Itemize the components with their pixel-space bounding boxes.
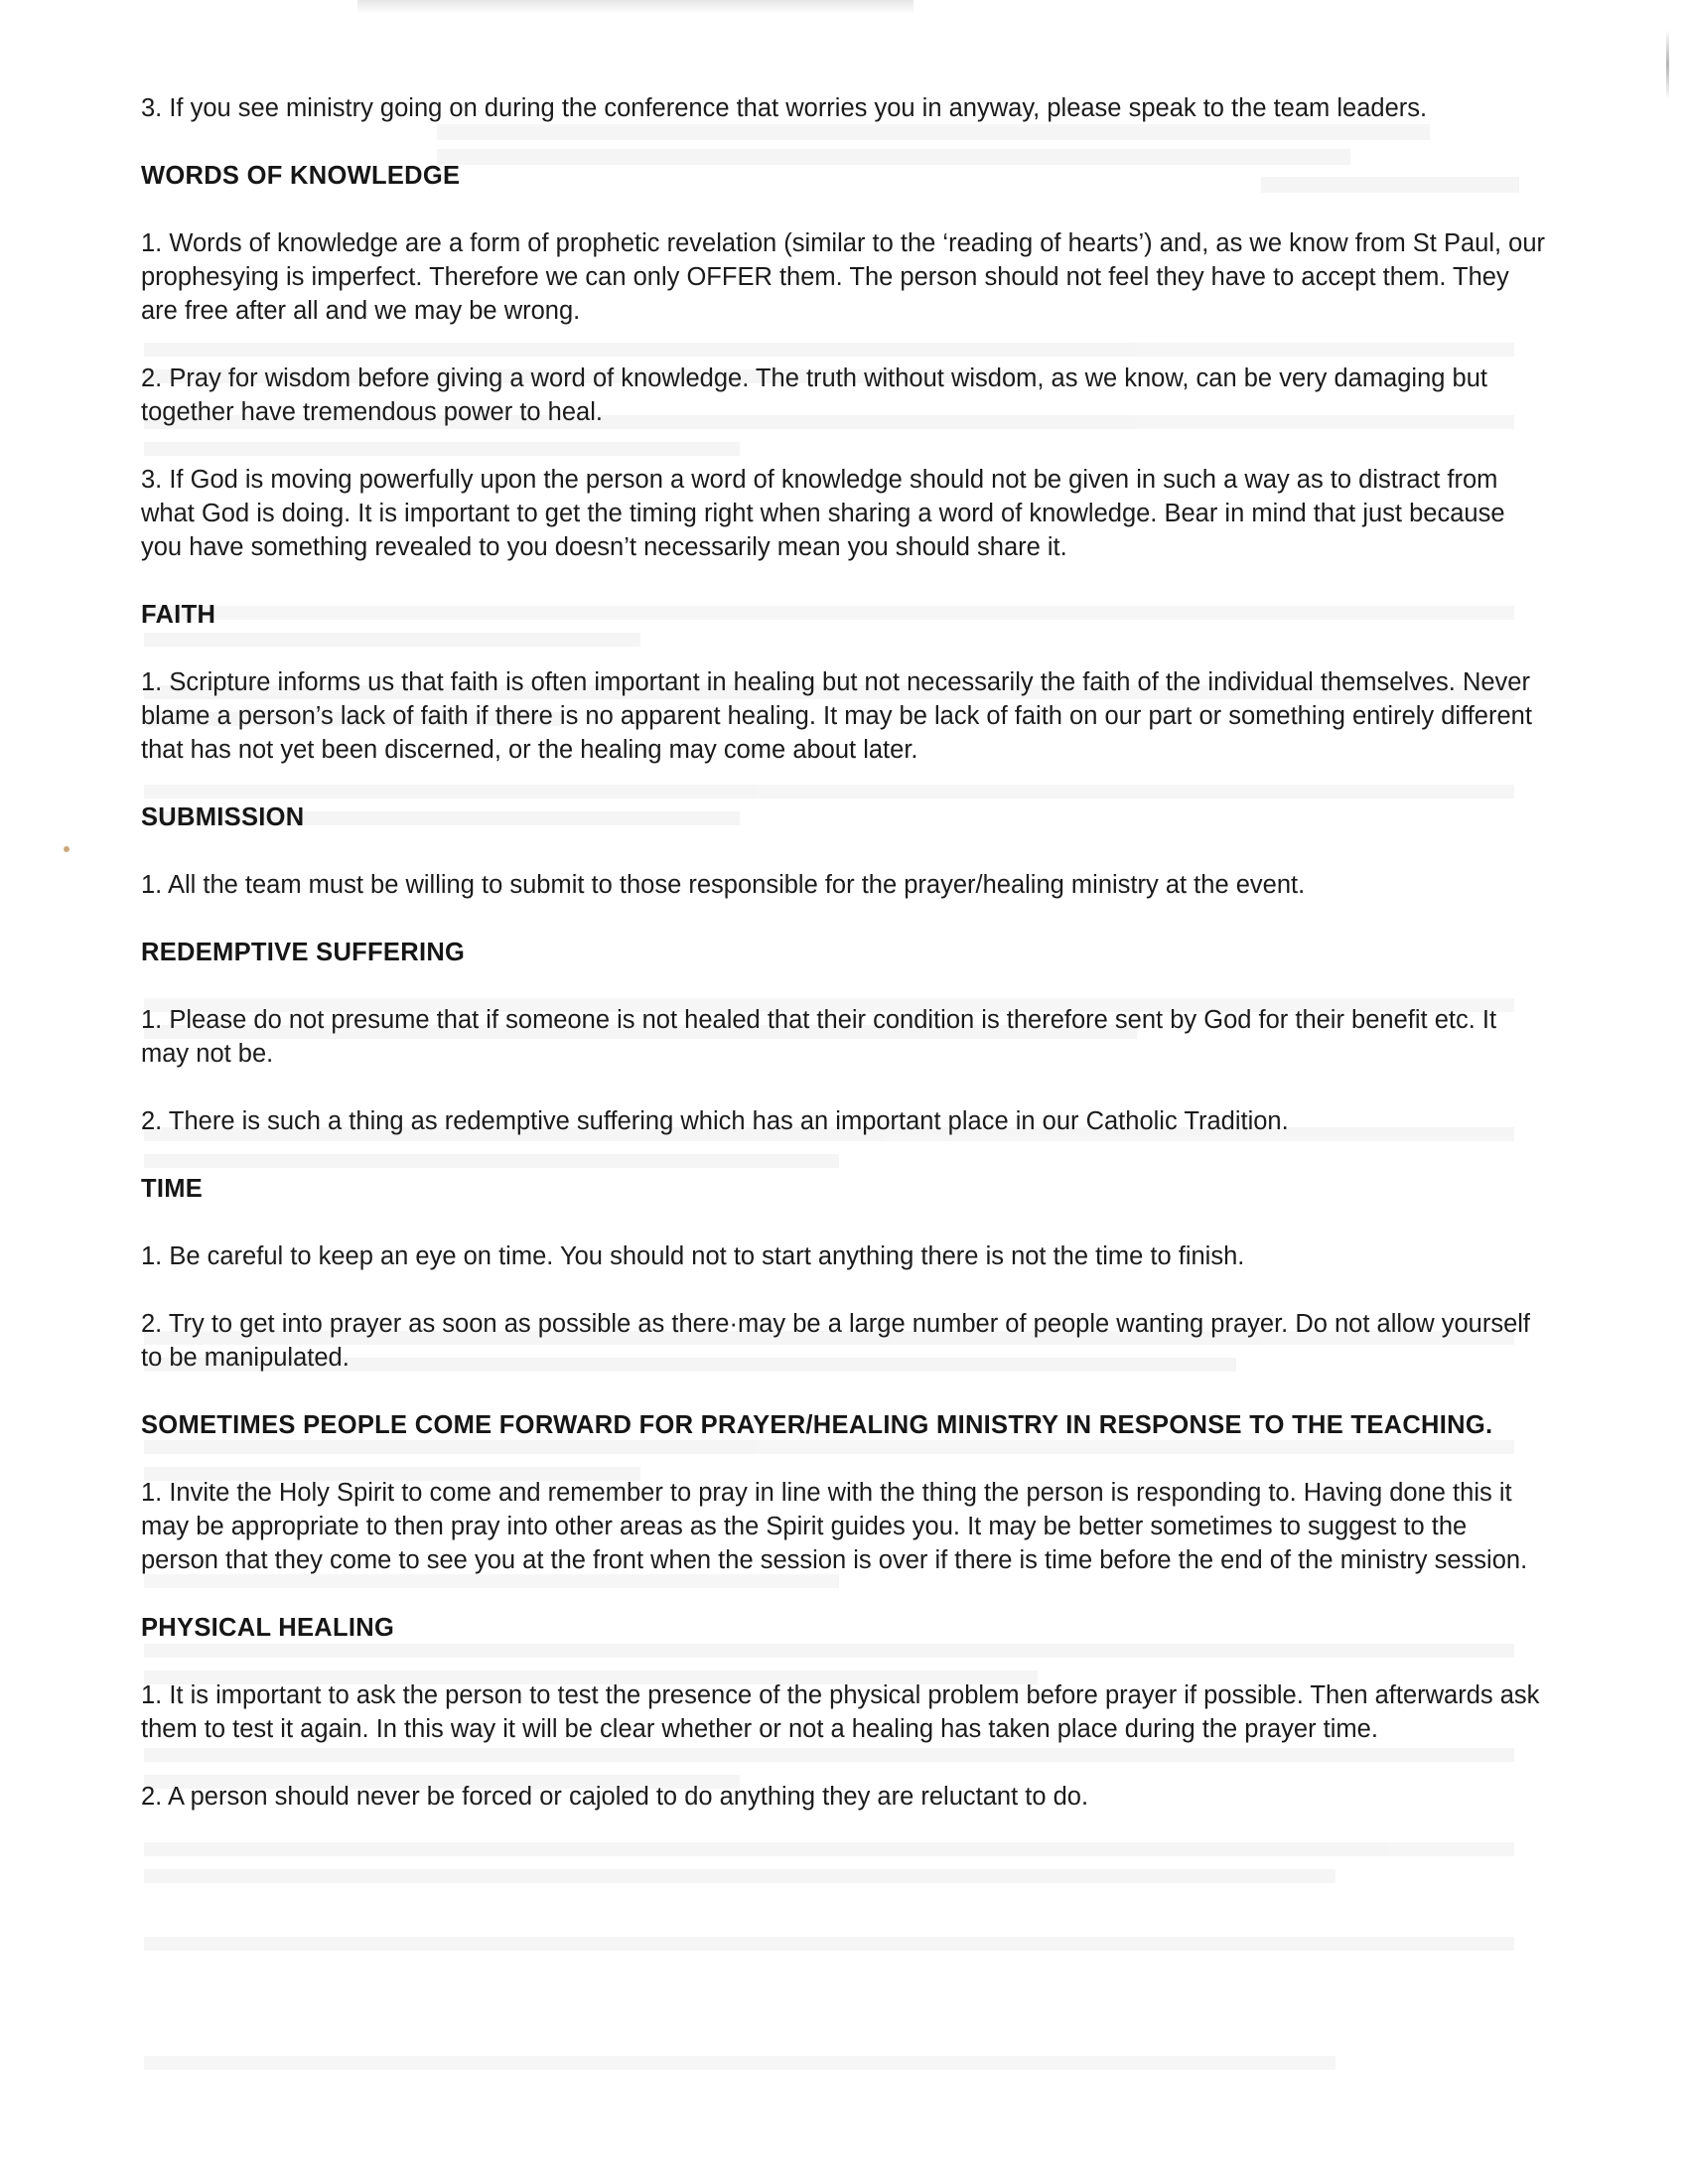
section-faith [141,598,1551,767]
section-paragraph: 1. It is important to ask the person to test the presence of the physical problem before prayer if possible. Then afterwards ask them to test it again. In this way it will be clear whether or not a healing has taken place during the prayer time. [141,1681,1540,1743]
section-heading: WORDS OF KNOWLEDGE [141,162,461,190]
section-heading: REDEMPTIVE SUFFERING [141,939,466,966]
section-heading: SUBMISSION [141,803,305,831]
section-time [141,1172,1551,1375]
section-paragraph: 2. There is such a thing as redemptive suffering which has an important place in our Catholic Tradition. [141,1107,1289,1135]
document-page [141,91,1551,1847]
section-redemptive-suffering [141,936,1551,1138]
section-paragraph: 1. Scripture informs us that faith is often important in healing but not necessarily the faith of the individual themselves. Never blame a person’s lack of faith if there is no apparent healing. It may be lack of faith on our part or something entirely different that has not yet been discerned, or the healing may come about later. [141,668,1532,764]
section-submission [141,801,1551,902]
section-paragraph: 1. Invite the Holy Spirit to come and remember to pray in line with the thing the person is responding to. Having done this it may be appropriate to then pray into other areas as the Spirit guides you. It may be better sometimes to suggest to the person that they come to see you at the front when the session is over if there is time before the end of the ministry session. [141,1479,1528,1574]
section-paragraph: 2. Try to get into prayer as soon as possible as there·may be a large number of people wanting prayer. Do not allow yourself to be manipulated. [141,1310,1531,1372]
scan-edge-shadow [357,0,914,14]
section-heading: SOMETIMES PEOPLE COME FORWARD FOR PRAYER/HEALING MINISTRY IN RESPONSE TO THE TEACHING. [141,1411,1493,1439]
scan-margin-mark [1666,30,1669,99]
section-paragraph: 2. Pray for wisdom before giving a word of knowledge. The truth without wisdom, as we know, can be very damaging but together have tremendous power to heal. [141,364,1487,426]
section-paragraph: 3. If God is moving powerfully upon the person a word of knowledge should not be given in such a way as to distract from what God is doing. It is important to get the timing right when sharing a word of knowledge. Bear in mind that just because you have something revealed to you doesn’t necessarily mean you should share it. [141,466,1505,561]
section-words-of-knowledge [141,159,1551,564]
section-paragraph: 2. A person should never be forced or cajoled to do anything they are reluctant to do. [141,1783,1089,1811]
section-response-to-teaching [141,1408,1551,1577]
section-heading: TIME [141,1175,204,1203]
section-paragraph: 1. Words of knowledge are a form of prophetic revelation (similar to the ‘reading of hearts’) and, as we know from St Paul, our prophesying is imperfect. Therefore we can only OFFER them. The person should not feel they have to accept them. They are free after all and we may be wrong. [141,229,1546,325]
intro-paragraph: 3. If you see ministry going on during the conference that worries you in anyway, please speak to the team leaders. [141,94,1428,122]
section-heading: FAITH [141,601,216,629]
section-paragraph: 1. Please do not presume that if someone is not healed that their condition is therefore sent by God for their benefit etc. It may not be. [141,1006,1497,1068]
section-physical-healing [141,1611,1551,1814]
paper-speck [64,846,70,852]
section-paragraph: 1. All the team must be willing to submit to those responsible for the prayer/healing ministry at the event. [141,871,1306,899]
section-paragraph: 1. Be careful to keep an eye on time. You should not to start anything there is not the time to finish. [141,1242,1245,1270]
section-heading: PHYSICAL HEALING [141,1614,395,1642]
